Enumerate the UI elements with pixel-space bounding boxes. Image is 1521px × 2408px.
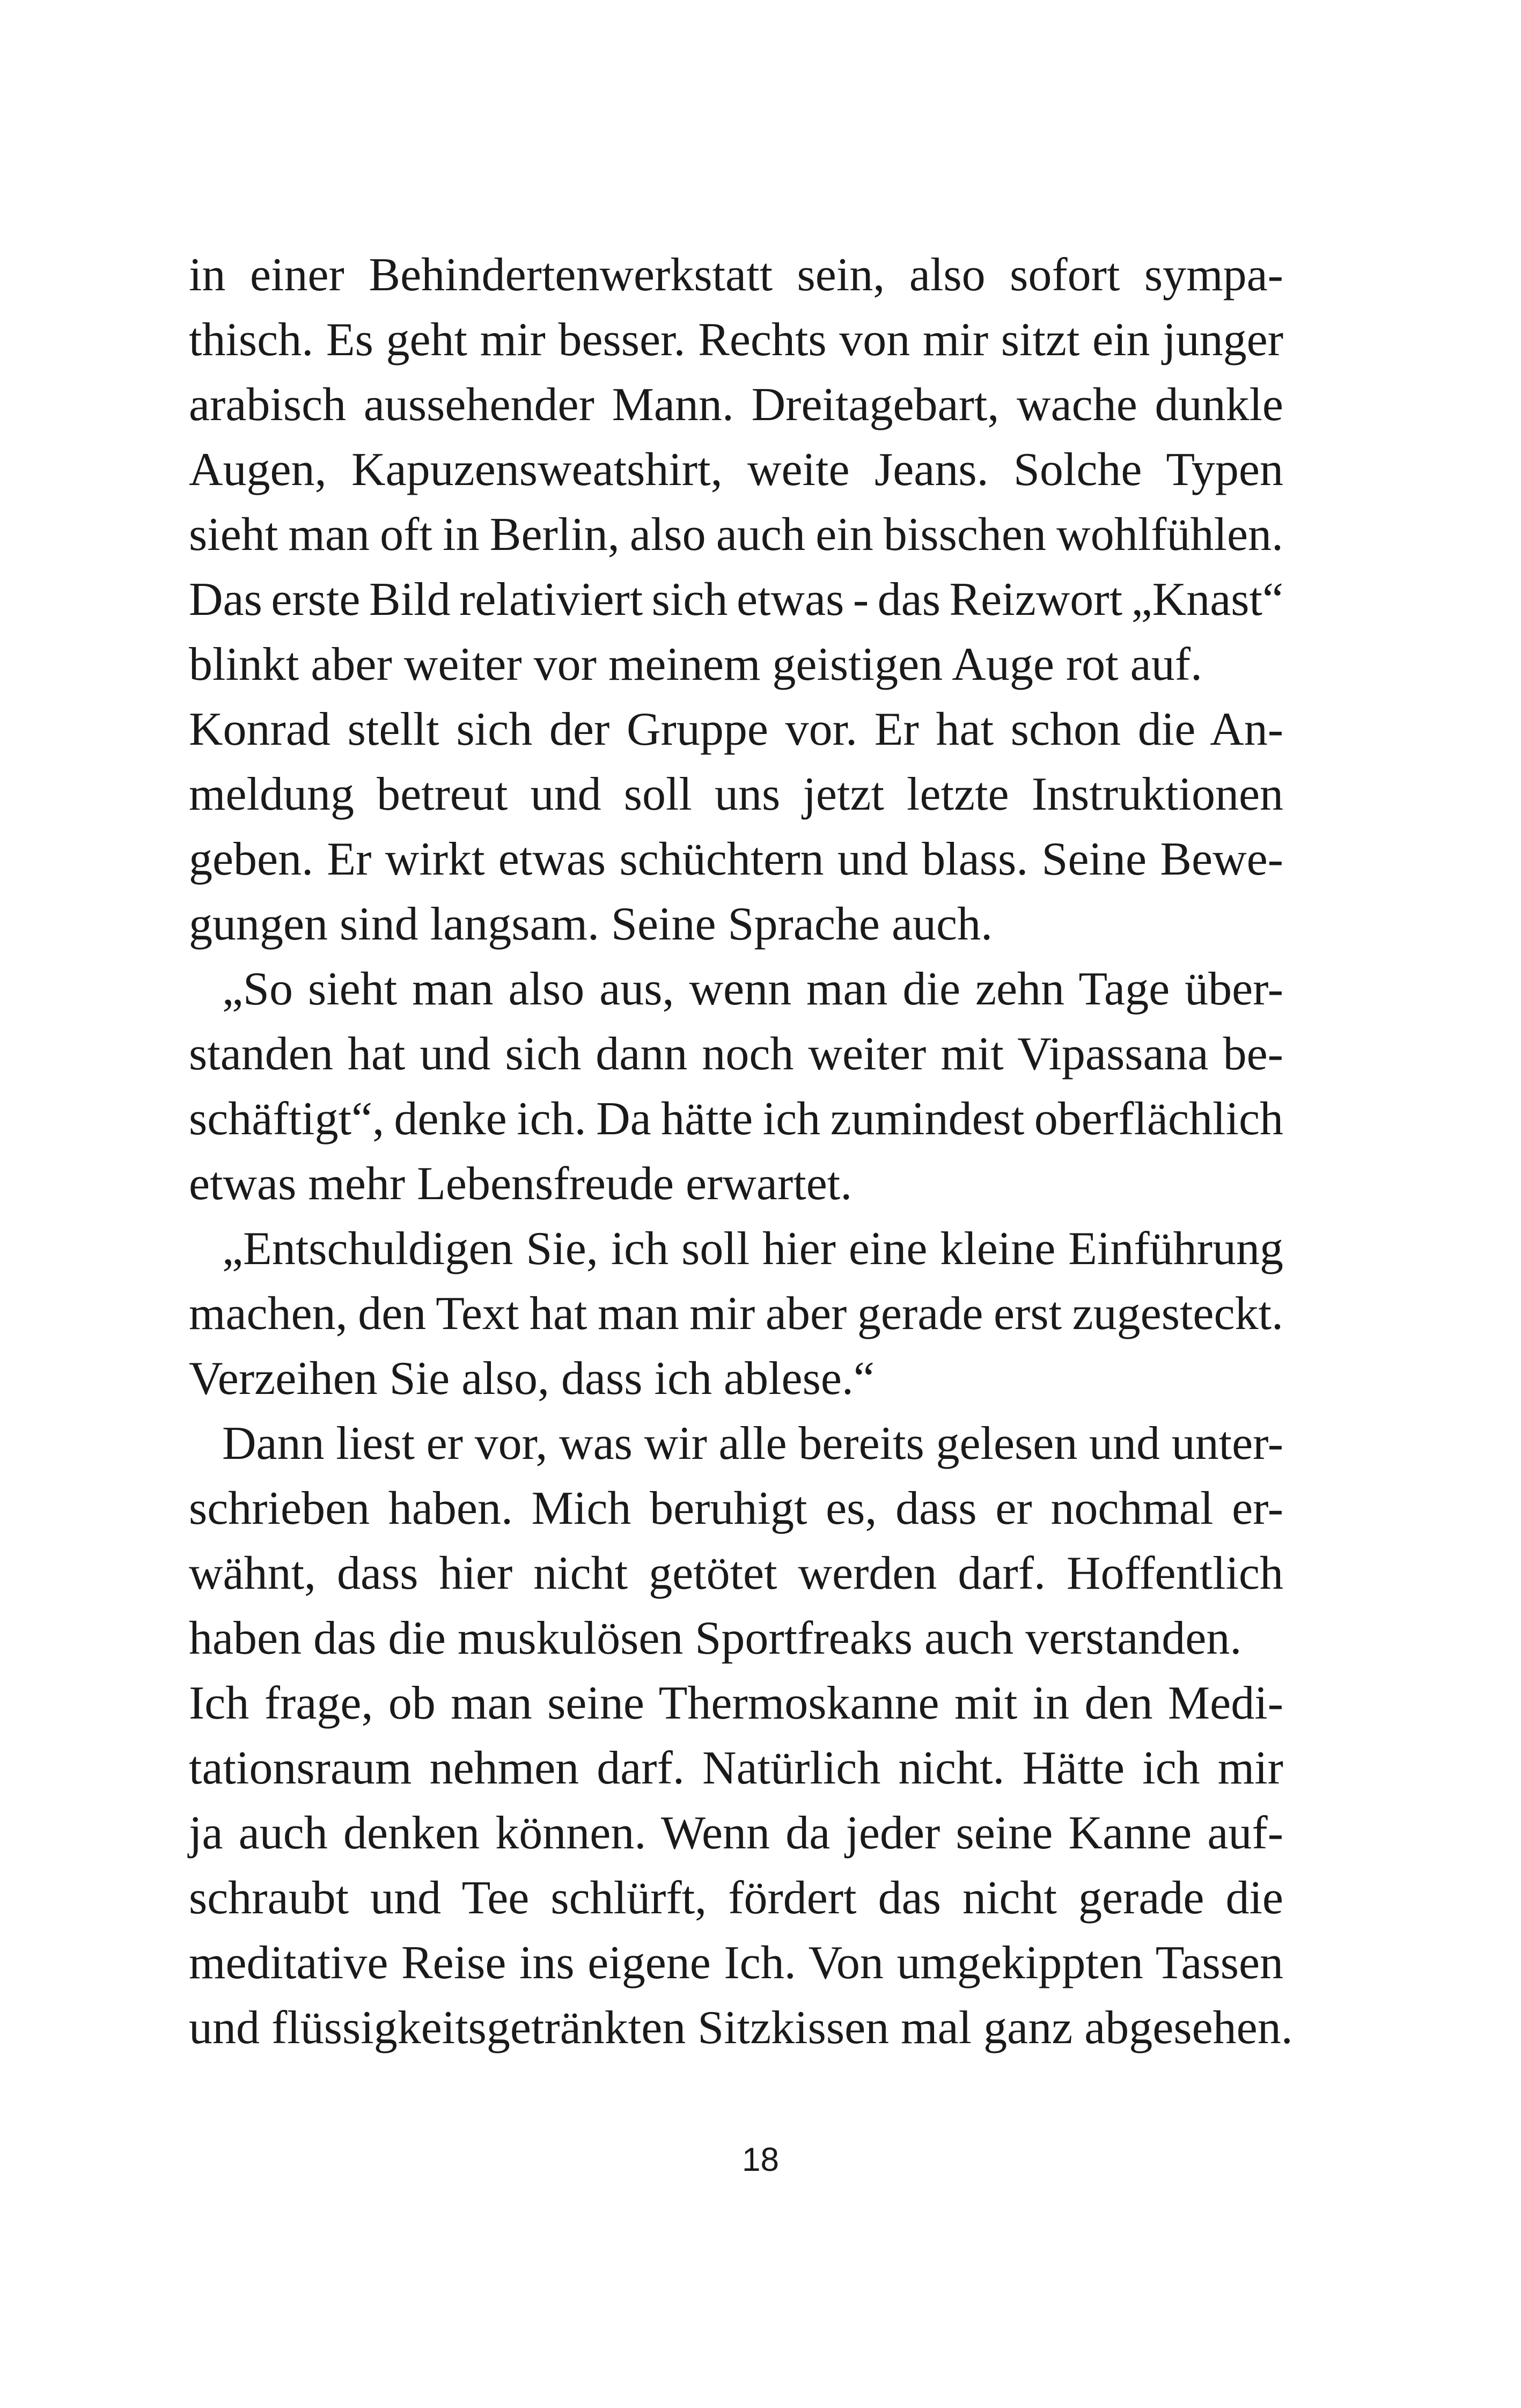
text-line: sieht man oft in Berlin, also auch ein bisschen wohlfühlen. [189,509,1283,561]
text-line: schrieben haben. Mich beruhigt es, dass er nochmal er- [189,1482,1283,1535]
text-line: gungen sind langsam. Seine Sprache auch. [189,898,993,950]
paragraph [189,957,1283,1216]
text-line: Ich frage, ob man seine Thermoskanne mit in den Medi- [189,1677,1283,1729]
text-line: in einer Behindertenwerkstatt sein, also sofort sympa- [189,249,1283,301]
paragraph [189,1411,1283,1671]
paragraph [189,243,1283,697]
text-line: geben. Er wirkt etwas schüchtern und blass. Seine Bewe- [189,833,1283,885]
text-line: haben das die muskulösen Sportfreaks auch verstanden. [189,1612,1242,1664]
text-line: schraubt und Tee schlürft, fördert das nicht gerade die [189,1872,1283,1924]
paragraph [189,1671,1293,2060]
text-line: „Entschuldigen Sie, ich soll hier eine kleine Einführung [222,1223,1283,1275]
page-number: 18 [742,2141,779,2178]
text-line: standen hat und sich dann noch weiter mit Vipassana be- [189,1028,1283,1080]
text-line: Dann liest er vor, was wir alle bereits gelesen und unter- [222,1418,1283,1470]
text-line: und flüssigkeitsgetränkten Sitzkissen mal ganz abgesehen. [189,2002,1293,2054]
text-line: thisch. Es geht mir besser. Rechts von mir sitzt ein junger [189,314,1283,366]
text-line: wähnt, dass hier nicht getötet werden darf. Hoffentlich [189,1547,1283,1599]
paragraph [189,697,1283,957]
text-line: machen, den Text hat man mir aber gerade erst zugesteckt. [189,1288,1283,1340]
text-line: arabisch aussehender Mann. Dreitagebart, wache dunkle [189,379,1283,431]
text-line: Das erste Bild relativiert sich etwas - das Reizwort „Knast“ [189,574,1284,626]
text-line: „So sieht man also aus, wenn man die zehn Tage über- [222,963,1283,1015]
paragraph [189,1216,1283,1411]
text-line: blinkt aber weiter vor meinem geistigen Auge rot auf. [189,638,1202,691]
text-line: ja auch denken können. Wenn da jeder seine Kanne auf- [189,1807,1283,1859]
text-line: schäftigt“, denke ich. Da hätte ich zumindest oberflächlich [189,1093,1283,1145]
body-text [189,243,1293,2060]
text-line: Verzeihen Sie also, dass ich ablese.“ [189,1353,875,1405]
text-line: meldung betreut und soll uns jetzt letzte Instruktionen [189,768,1283,820]
text-line: Konrad stellt sich der Gruppe vor. Er hat schon die An- [189,703,1283,755]
text-line: etwas mehr Lebensfreude erwartet. [189,1158,853,1210]
text-line: Augen, Kapuzensweatshirt, weite Jeans. Solche Typen [189,444,1283,496]
text-line: meditative Reise ins eigene Ich. Von umgekippten Tassen [189,1937,1283,1989]
text-line: tationsraum nehmen darf. Natürlich nicht. Hätte ich mir [189,1742,1283,1794]
